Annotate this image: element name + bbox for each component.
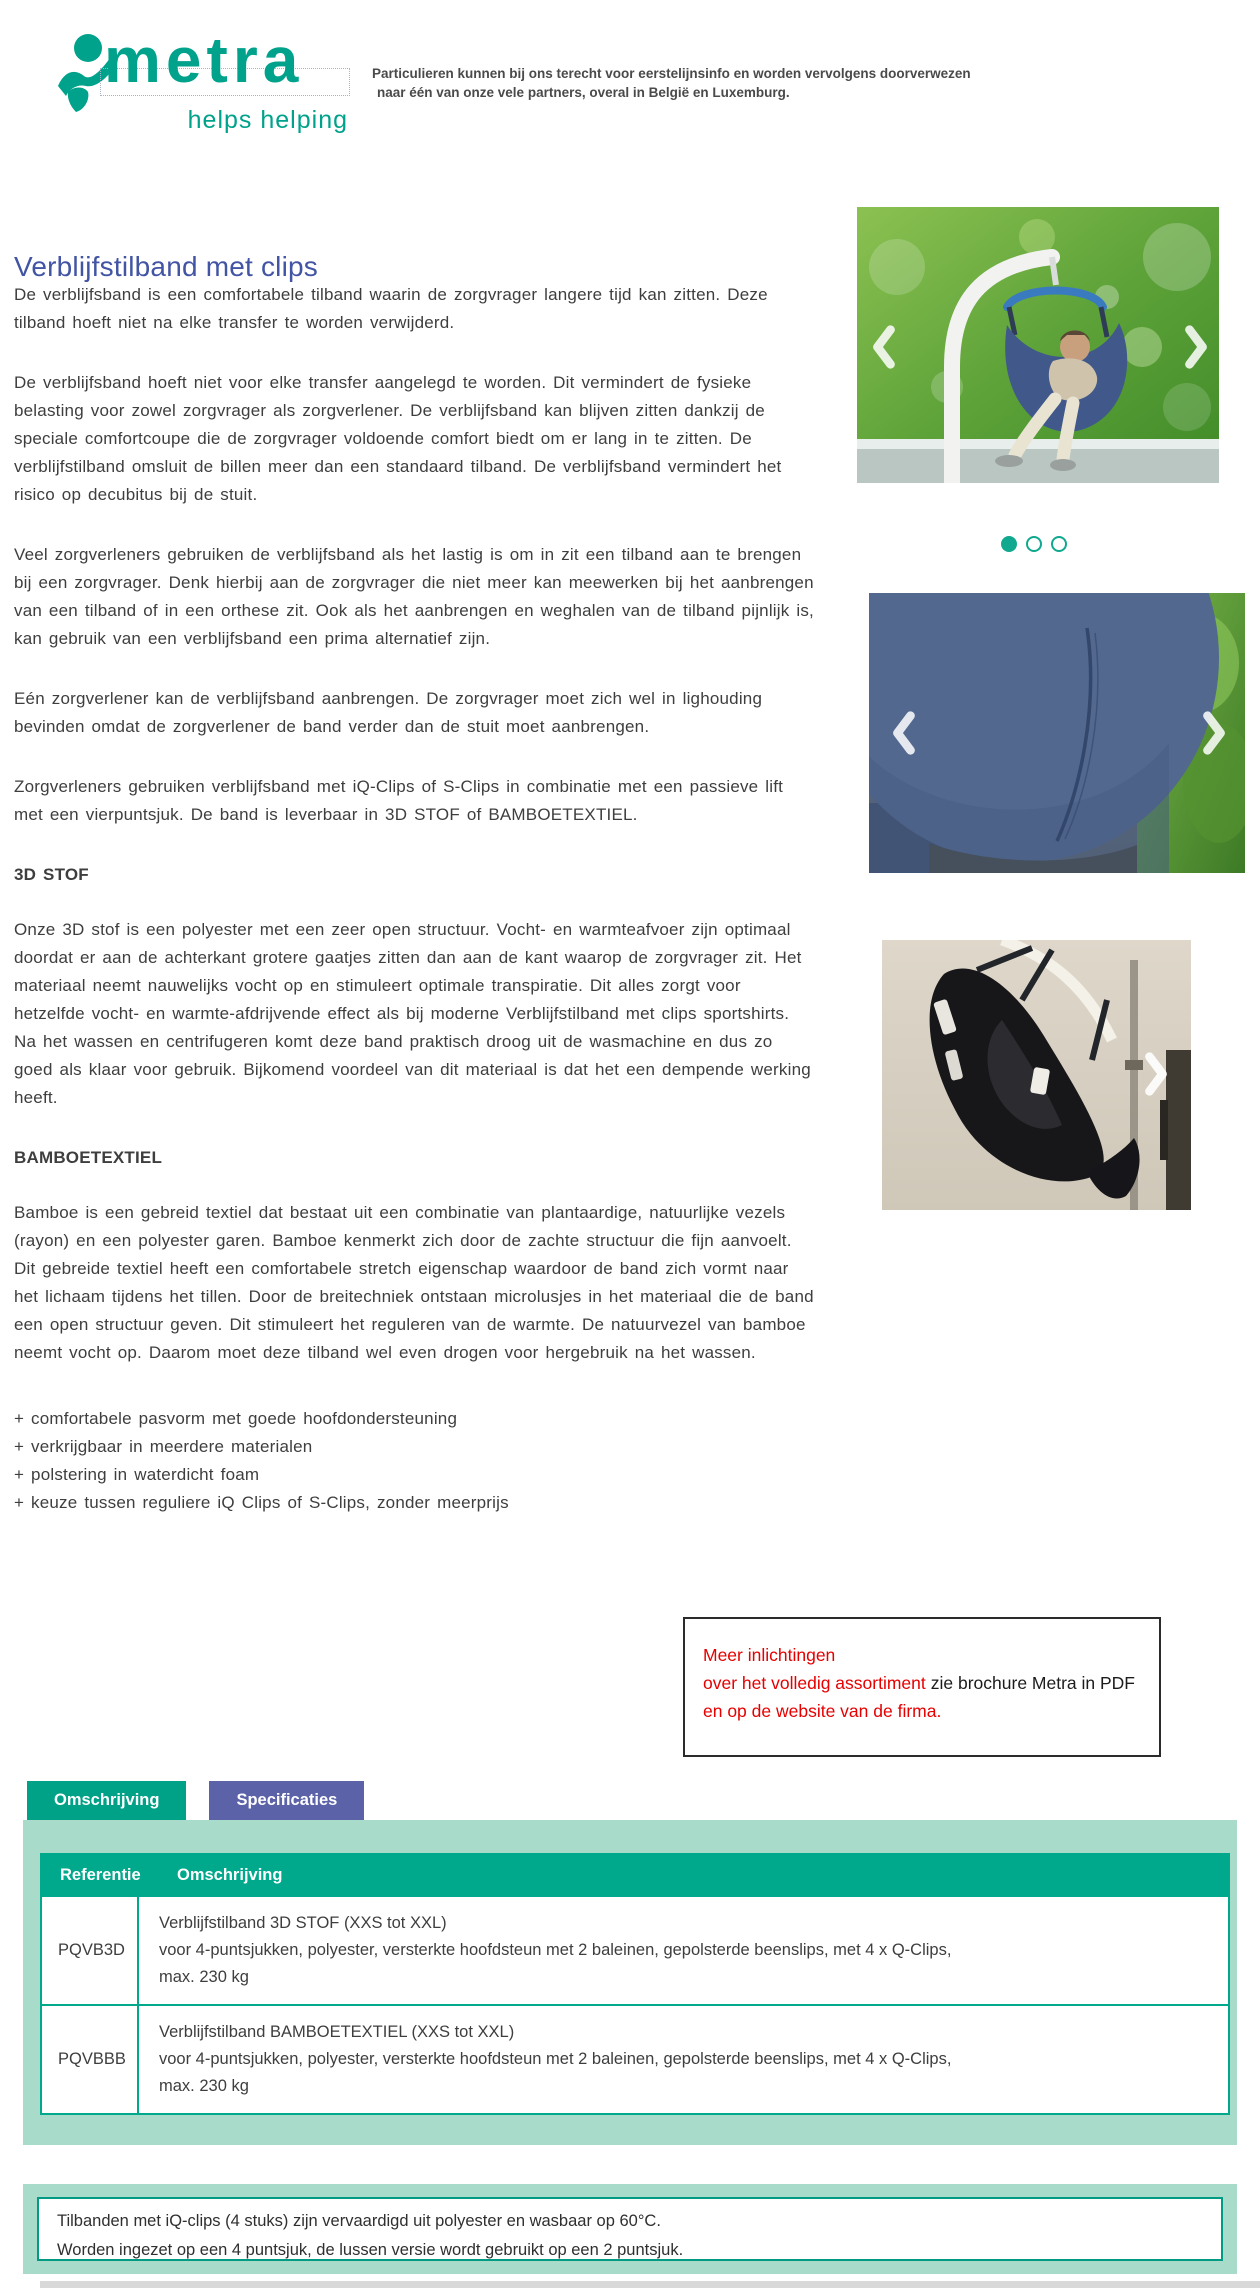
desc-line: max. 230 kg: [159, 2077, 249, 2095]
note-line-2: Worden ingezet op een 4 puntsjuk, de lussen versie wordt gebruikt op een 2 puntsjuk.: [57, 2241, 684, 2259]
carousel-dots: [1001, 536, 1067, 552]
ref-description: [139, 1897, 1228, 2004]
carousel-dot-3[interactable]: [1051, 536, 1067, 552]
photo-fabric-image: [869, 593, 1245, 873]
article-body: [14, 281, 814, 1517]
more-info-box: [683, 1617, 1161, 1757]
brand-wordmark: metra: [104, 24, 304, 96]
desc-line: Verblijfstilband BAMBOETEXTIEL (XXS tot XXL): [159, 2023, 515, 2041]
footer-divider: [40, 2281, 1260, 2288]
product-photo-lift-sling: [857, 207, 1219, 483]
info-line-2: [703, 1669, 1143, 1697]
ref-code: PQVBBB: [42, 2006, 139, 2113]
photo2-prev-arrow[interactable]: [891, 711, 917, 755]
photo2-next-arrow[interactable]: [1201, 711, 1227, 755]
table-row: [42, 1895, 1228, 2004]
note-panel: [23, 2184, 1237, 2274]
paragraph: Zorgverleners gebruiken verblijfsband met iQ-Clips of S-Clips in combinatie met een passieve lift met een vierpuntsjuk. De band is leverbaar in 3D STOF of BAMBOETEXTIEL.: [14, 777, 784, 824]
photo-lift-sling-image: [857, 207, 1219, 483]
product-photo-fabric-detail: [869, 593, 1245, 873]
table-header-row: [42, 1855, 1228, 1895]
carousel-dot-1[interactable]: [1001, 536, 1017, 552]
paragraph: Eén zorgverlener kan de verblijfsband aanbrengen. De zorgvrager moet zich wel in lighouding bevinden omdat de zorgverlener de band verder dan de stuit moet aanbrengen.: [14, 689, 763, 736]
info-line-3: en op de website van de firma.: [703, 1701, 942, 1721]
photo1-prev-arrow[interactable]: [871, 325, 897, 369]
page-title: Verblijfstilband met clips: [14, 250, 318, 282]
column-header-referentie: Referentie: [60, 1865, 141, 1884]
info-line-2-red: over het volledig assortiment: [703, 1673, 926, 1693]
info-line-1: Meer inlichtingen: [703, 1645, 836, 1665]
header-intro-text: [372, 64, 1052, 102]
paragraph: Veel zorgverleners gebruiken de verblijfsband als het lastig is om in zit een tilband aan te brengen bij een zorgvrager. Denk hierbij aan de zorgvrager die niet meer kan meewerken bij het aanbrengen van een tilband of in een orthese zit. Ook als het aanbrengen en weghalen van de tilband pijnlijk is, kan gebruik van een verblijfsband een prima alternatief zijn.: [14, 545, 814, 648]
paragraph: De verblijfsband is een comfortabele tilband waarin de zorgvrager langere tijd kan zitten. Deze tilband hoeft niet na elke transfer te worden verwijderd.: [14, 285, 768, 332]
section-heading-bamboetextiel: BAMBOETEXTIEL: [14, 1148, 163, 1167]
ref-code: PQVB3D: [42, 1897, 139, 2004]
table-row: [42, 2004, 1228, 2113]
tab-specificaties[interactable]: Specificaties: [209, 1781, 364, 1820]
desc-line: voor 4-puntsjukken, polyester, versterkte hoofdsteun met 2 baleinen, gepolsterde beenslips, met 4 x Q-Clips,: [159, 1941, 952, 1959]
product-photo-black-sling: [882, 940, 1191, 1210]
brand-tagline: helps helping: [187, 106, 348, 134]
note-line-1: Tilbanden met iQ-clips (4 stuks) zijn vervaardigd uit polyester en wasbaar op 60°C.: [57, 2212, 661, 2230]
carousel-dot-2[interactable]: [1026, 536, 1042, 552]
paragraph: De verblijfsband hoeft niet voor elke transfer aangelegd te worden. Dit vermindert de fysieke belasting voor zowel zorgvrager als zorgverlener. De verblijfsband kan blijven zitten dankzij de speciale comfortcoupe die de zorgvrager voldoende comfort biedt om er lang in te zitten. De verblijfstilband omsluit de billen meer dan een standaard tilband. De verblijfsband vermindert het risico op decubitus bij de stuit.: [14, 373, 782, 504]
metra-logo: [58, 20, 358, 140]
desc-line: voor 4-puntsjukken, polyester, versterkte hoofdsteun met 2 baleinen, gepolsterde beenslips, met 4 x Q-Clips,: [159, 2050, 952, 2068]
feature-item: + polstering in waterdicht foam: [14, 1465, 260, 1484]
section-body-3d-stof: Onze 3D stof is een polyester met een zeer open structuur. Vocht- en warmteafvoer zijn optimaal doordat er aan de achterkant grotere gaatjes zitten dan aan de kant waarop de zorgvrager zit. Het materiaal neemt nauwelijks vocht op en stimuleert optimale transpiratie. Dit alles zorgt voor hetzelfde vocht- en warmte-afdrijvende effect als bij moderne Verblijfstilband met clips sportshirts. Na het wassen en centrifugeren komt deze band praktisch droog uit de wasmachine en dus zo goed als klaar voor gebruik. Bijkomend voordeel van dit materiaal is dat het een dempende werking heeft.: [14, 920, 811, 1107]
reference-table: [40, 1853, 1230, 2115]
feature-item: + keuze tussen reguliere iQ Clips of S-Clips, zonder meerprijs: [14, 1493, 509, 1512]
feature-list: [14, 1405, 814, 1517]
intro-line-1: Particulieren kunnen bij ons terecht voor eerstelijnsinfo en worden vervolgens doorverwezen: [372, 66, 971, 81]
photo1-next-arrow[interactable]: [1183, 325, 1209, 369]
info-line-2-dark: zie brochure Metra in PDF: [930, 1673, 1135, 1693]
desc-line: Verblijfstilband 3D STOF (XXS tot XXL): [159, 1914, 447, 1932]
section-heading-3d-stof: 3D STOF: [14, 865, 89, 884]
feature-item: + verkrijgbaar in meerdere materialen: [14, 1437, 313, 1456]
feature-item: + comfortabele pasvorm met goede hoofdondersteuning: [14, 1409, 458, 1428]
tab-omschrijving[interactable]: Omschrijving: [27, 1781, 186, 1820]
column-header-omschrijving: Omschrijving: [177, 1865, 283, 1884]
photo3-next-arrow[interactable]: [1143, 1052, 1169, 1096]
section-body-bamboetextiel: Bamboe is een gebreid textiel dat bestaat uit een combinatie van plantaardige, natuurlijke vezels (rayon) en een polyester garen. Bamboe kenmerkt zich door de zachte structuur die fijn aanvoelt. Dit gebreide textiel heeft een comfortabele stretch eigenschap waardoor de band zich vormt naar het lichaam tijdens het tillen. Door de breitechniek ontstaan microlusjes in het materiaal die de band een open structuur geven. Dit stimuleert het reguleren van de warmte. De natuurvezel van bamboe neemt vocht op. Daarom moet deze tilband wel even drogen voor hergebruik na het wassen.: [14, 1203, 814, 1362]
product-tabs: [27, 1781, 364, 1820]
ref-description: [139, 2006, 1228, 2113]
intro-line-2: naar één van onze vele partners, overal in België en Luxemburg.: [377, 85, 790, 100]
washing-note-box: [37, 2197, 1223, 2261]
desc-line: max. 230 kg: [159, 1968, 249, 1986]
